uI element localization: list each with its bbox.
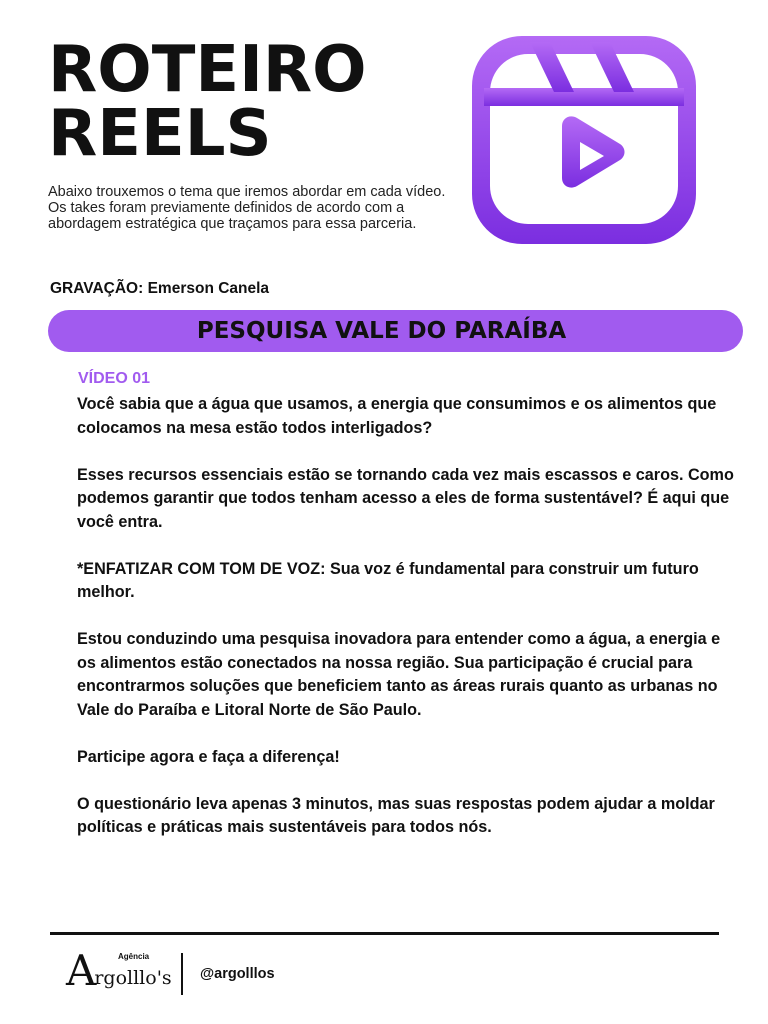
script-paragraph: Participe agora e faça a diferença! [77, 747, 340, 766]
title-line-1: ROTEIRO [48, 33, 367, 107]
script-paragraph: Você sabia que a água que usamos, a energia que consumimos e os alimentos que colocamos na mesa estão todos interligados? [77, 395, 717, 437]
script-paragraph: Esses recursos essenciais estão se tornando cada vez mais escassos e caros. Como podemos garantir que todos tenham acesso a eles de forma sustentável? É aqui que você entra. [77, 465, 734, 531]
script-body [77, 393, 737, 863]
recording-label: GRAVAÇÃO: Emerson Canela [50, 280, 270, 297]
reels-icon [470, 34, 698, 246]
agency-logo [66, 946, 172, 995]
footer-divider-line [50, 932, 719, 935]
logo-agency-label: Agência [118, 952, 150, 961]
title-line-2: REELS [48, 97, 272, 171]
intro-text: Abaixo trouxemos o tema que iremos abordar em cada vídeo. Os takes foram previamente definidos de acordo com a abordagem estratégica que traçamos para essa parceria. [48, 184, 446, 232]
script-paragraph: O questionário leva apenas 3 minutos, mas suas respostas podem ajudar a moldar políticas e práticas mais sustentáveis para todos nós. [77, 794, 715, 836]
script-paragraph: Estou conduzindo uma pesquisa inovadora para entender como a água, a energia e os alimentos estão conectados na nossa região. Sua participação é crucial para encontrarmos soluções que beneficiem tanto as áreas rurais quanto as urbanas no Vale do Paraíba e Litoral Norte de São Paulo. [77, 630, 721, 719]
video-label: VÍDEO 01 [78, 370, 151, 387]
section-banner [48, 310, 743, 352]
banner-title: PESQUISA VALE DO PARAÍBA [196, 318, 567, 344]
page-title [48, 33, 367, 171]
logo-initial: A [66, 946, 97, 995]
script-paragraph: *ENFATIZAR COM TOM DE VOZ: Sua voz é fundamental para construir um futuro melhor. [77, 559, 699, 601]
social-handle: @argolllos [200, 966, 275, 982]
logo-wordmark: rgolllo's [94, 967, 172, 989]
footer-vertical-divider [181, 953, 183, 995]
